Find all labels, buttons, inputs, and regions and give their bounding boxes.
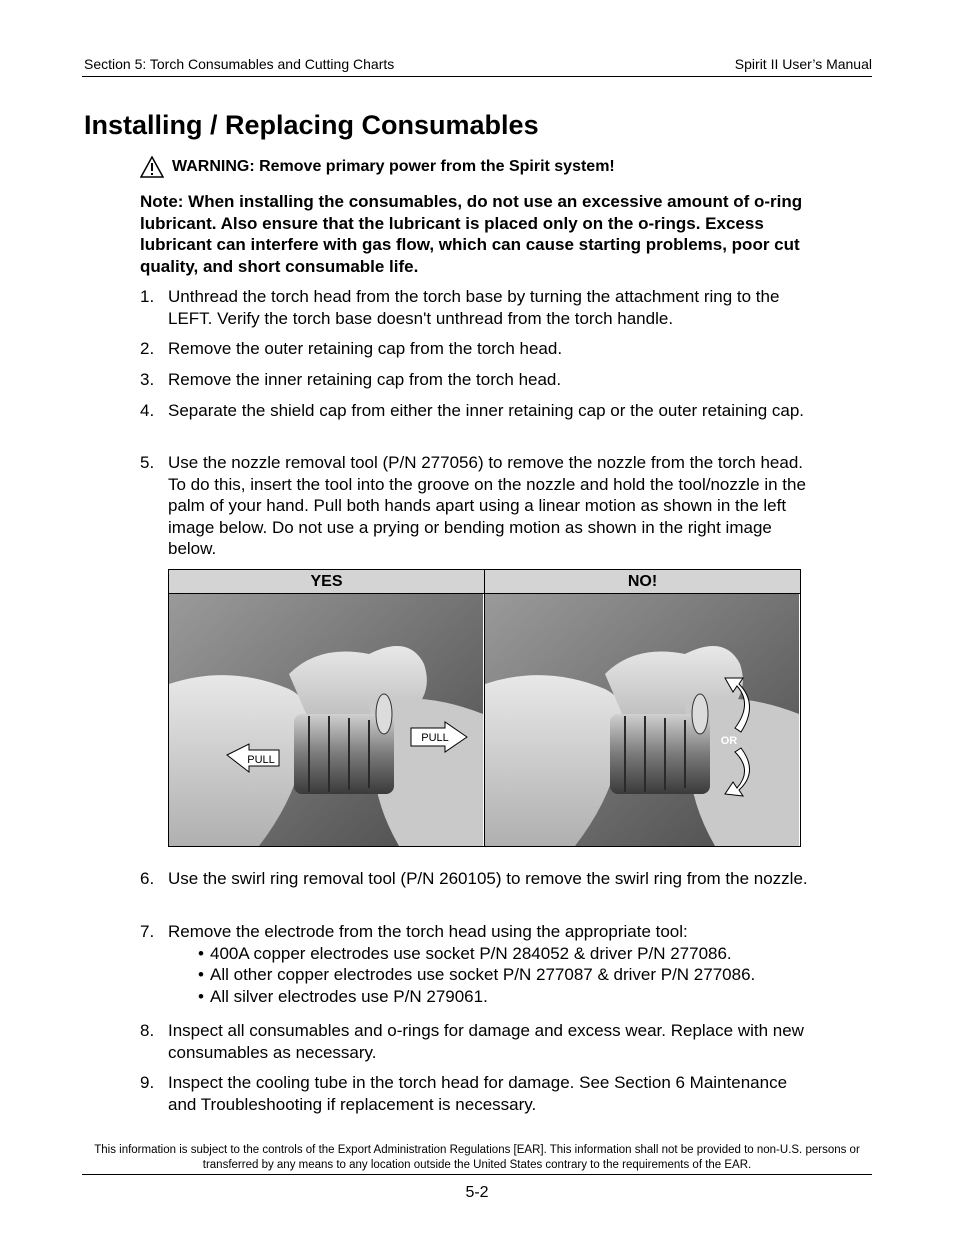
step-text: Remove the outer retaining cap from the torch head. xyxy=(168,339,563,358)
step-number: 8. xyxy=(140,1021,155,1040)
step-number: 7. xyxy=(140,922,155,941)
step-text: Use the nozzle removal tool (P/N 277056) to remove the nozzle from the torch head. To do this, insert the tool into the groove on the nozzle and hold the tool/nozzle in the palm of your hand. Pull both hands apart using a linear motion as shown in the left image below. Do not use a prying or bending motion as shown in the right image below. xyxy=(168,453,806,558)
warning-line xyxy=(140,156,615,178)
figure-heading-no: NO! xyxy=(485,570,801,594)
header-manual: Spirit II User’s Manual xyxy=(734,56,872,72)
step-number: 1. xyxy=(140,287,155,306)
electrode-tool-list xyxy=(168,943,818,1008)
step-number: 4. xyxy=(140,401,155,420)
step-number: 2. xyxy=(140,339,155,358)
step-text: Unthread the torch head from the torch base by turning the attachment ring to the LEFT. Verify the torch base doesn't unthread from the torch handle. xyxy=(168,287,780,328)
pull-label-left: PULL xyxy=(247,754,275,766)
step-text: Separate the shield cap from either the inner retaining cap or the outer retaining cap. xyxy=(168,401,804,420)
photo-cell-no xyxy=(485,594,801,847)
photo-prying-motion xyxy=(485,594,799,846)
page-title: Installing / Replacing Consumables xyxy=(84,110,539,140)
bullet-item: • 400A copper electrodes use socket P/N 284052 & driver P/N 277086. xyxy=(168,943,818,965)
or-label: OR xyxy=(720,735,738,747)
header-rule xyxy=(82,76,872,77)
step-text: Inspect all consumables and o-rings for damage and excess wear. Replace with new consumables as necessary. xyxy=(168,1021,804,1062)
step-number: 3. xyxy=(140,370,155,389)
pull-label-right: PULL xyxy=(421,732,449,744)
photo-linear-pull xyxy=(169,594,483,846)
warning-triangle-icon xyxy=(140,156,164,178)
footer-rule xyxy=(82,1174,872,1175)
header-section: Section 5: Torch Consumables and Cutting Charts xyxy=(84,56,395,72)
step-text: Remove the electrode from the torch head using the appropriate tool: xyxy=(168,922,688,941)
yes-no-figure xyxy=(168,569,801,847)
export-notice: This information is subject to the controls of the Export Administration Regulations [EAR]. This information shall not be provided to non-U.S. persons or transferred by any means to any location outside the United States contrary to the requirements of the EAR. xyxy=(94,1144,860,1171)
bullet-item: • All other copper electrodes use socket P/N 277087 & driver P/N 277086. xyxy=(168,964,818,986)
step-number: 5. xyxy=(140,453,155,472)
step-body xyxy=(168,921,818,1007)
step-text: Use the swirl ring removal tool (P/N 260105) to remove the swirl ring from the nozzle. xyxy=(168,869,808,888)
step-number: 9. xyxy=(140,1073,155,1092)
warning-text: WARNING: Remove primary power from the Spirit system! xyxy=(172,158,615,175)
bullet-item: • All silver electrodes use P/N 279061. xyxy=(168,986,818,1008)
step-text: Inspect the cooling tube in the torch head for damage. See Section 6 Maintenance and Troubleshooting if replacement is necessary. xyxy=(168,1073,788,1114)
step-text: Remove the inner retaining cap from the torch head. xyxy=(168,370,562,389)
photo-cell-yes xyxy=(169,594,485,847)
note-paragraph: Note: When installing the consumables, do not use an excessive amount of o-ring lubricant. Also ensure that the lubricant is placed only on the o-rings. Excess lubricant can interfere with gas flow, which can cause starting problems, poor cut quality, and short consumable life. xyxy=(140,192,803,276)
figure-heading-yes: YES xyxy=(169,570,485,594)
page-number: 5-2 xyxy=(465,1184,489,1201)
step-number: 6. xyxy=(140,869,155,888)
